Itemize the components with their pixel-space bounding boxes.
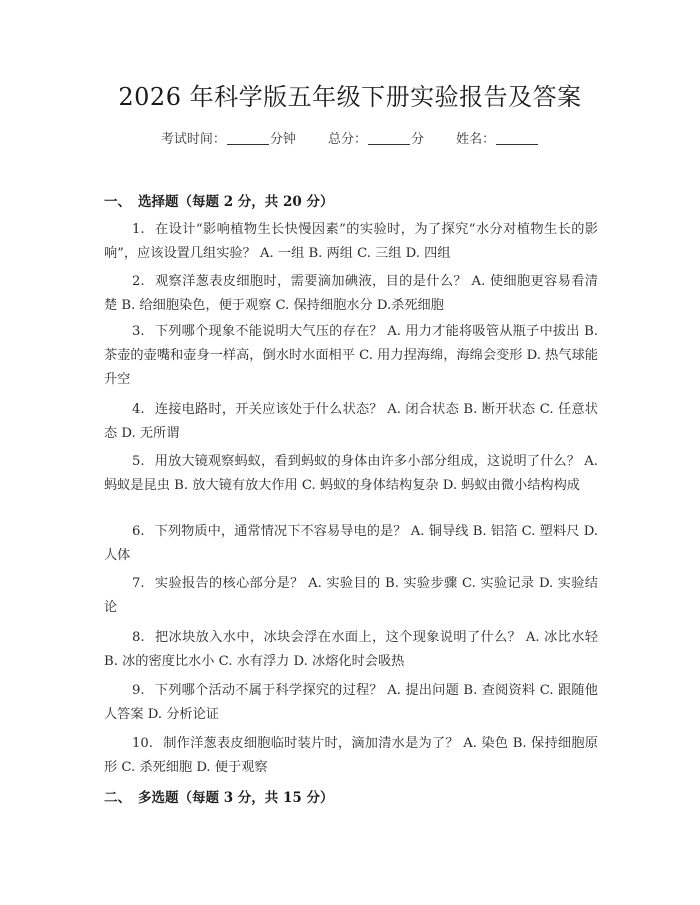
question-text: 下列物质中，通常情况下不容易导电的是？ A. 铜导线 B. 铝箔 C. 塑料尺 D. 人体	[104, 524, 598, 563]
question-item	[104, 572, 598, 620]
question-number: 6.	[132, 524, 145, 539]
question-text: 把冰块放入水中，冰块会浮在水面上，这个现象说明了什么？ A. 冰比水轻 B. 冰的密度比水小 C. 水有浮力 D. 冰熔化时会吸热	[104, 630, 598, 669]
score-label: 总分：	[327, 132, 367, 147]
question-text: 制作洋葱表皮细胞临时装片时，滴加清水是为了？ A. 染色 B. 保持细胞原形 C. 杀死细胞 D. 便于观察	[104, 736, 598, 775]
question-number: 4.	[132, 402, 145, 417]
section-heading-single-choice	[104, 192, 333, 212]
question-item	[104, 679, 598, 727]
question-text: 连接电路时，开关应该处于什么状态？ A. 闭合状态 B. 断开状态 C. 任意状态 D. 无所谓	[104, 402, 598, 441]
question-text: 用放大镜观察蚂蚁，看到蚂蚁的身体由许多小部分组成，这说明了什么？ A. 蚂蚁是昆虫 B. 放大镜有放大作用 C. 蚂蚁的身体结构复杂 D. 蚂蚁由微小结构构成	[104, 454, 598, 493]
question-item	[104, 320, 598, 392]
question-number: 2.	[132, 274, 145, 289]
exam-time	[161, 132, 296, 147]
section-number: 二、	[104, 790, 131, 806]
question-item	[104, 626, 598, 674]
question-text: 观察洋葱表皮细胞时，需要滴加碘液，目的是什么？ A. 使细胞更容易看清楚 B. 给细胞染色，便于观察 C. 保持细胞水分 D.杀死细胞	[104, 274, 598, 313]
question-item	[104, 398, 598, 446]
question-number: 8.	[132, 630, 145, 645]
student-name	[456, 132, 539, 147]
document-title: 2026 年科学版五年级下册实验报告及答案	[118, 83, 582, 111]
question-number: 3.	[132, 324, 145, 339]
time-unit: 分钟	[269, 132, 296, 147]
exam-meta	[0, 130, 700, 150]
question-item	[104, 520, 598, 568]
section-title: 多选题（每题 3 分，共 15 分）	[138, 790, 334, 806]
section-title: 选择题（每题 2 分，共 20 分）	[138, 194, 334, 210]
question-text: 下列哪个活动不属于科学探究的过程？ A. 提出问题 B. 查阅资料 C. 跟随他人答案 D. 分析论证	[104, 683, 598, 722]
question-item	[104, 450, 598, 498]
question-number: 10.	[132, 736, 153, 751]
time-blank[interactable]	[227, 130, 269, 145]
question-item	[104, 732, 598, 780]
exam-score	[328, 132, 424, 147]
question-item	[104, 218, 598, 266]
question-item	[104, 270, 598, 318]
name-blank[interactable]	[496, 130, 538, 145]
question-number: 5.	[132, 454, 145, 469]
name-label: 姓名：	[456, 132, 496, 147]
time-label: 考试时间：	[160, 132, 226, 147]
score-unit: 分	[411, 132, 425, 147]
question-number: 7.	[132, 576, 145, 591]
question-number: 1.	[132, 222, 145, 237]
question-text: 在设计“影响植物生长快慢因素”的实验时，为了探究“水分对植物生长的影响”，应该设置几组实验？ A. 一组 B. 两组 C. 三组 D. 四组	[104, 222, 598, 261]
section-number: 一、	[104, 194, 131, 210]
section-heading-multiple-choice	[104, 788, 333, 808]
question-text: 实验报告的核心部分是？ A. 实验目的 B. 实验步骤 C. 实验记录 D. 实验结论	[104, 576, 598, 615]
question-number: 9.	[132, 683, 145, 698]
score-blank[interactable]	[368, 130, 410, 145]
question-text: 下列哪个现象不能说明大气压的存在？ A. 用力才能将吸管从瓶子中拔出 B. 茶壶的壶嘴和壶身一样高，倒水时水面相平 C. 用力捏海绵，海绵会变形 D. 热气球能升空	[104, 324, 598, 387]
